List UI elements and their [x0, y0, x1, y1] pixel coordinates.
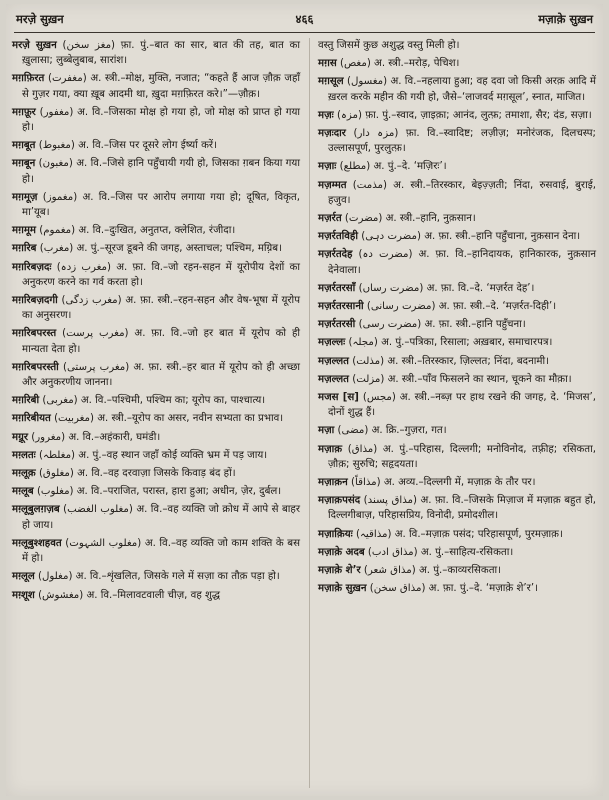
entry-headword: मग़बून — [12, 158, 36, 170]
dictionary-entry — [12, 138, 300, 153]
header-left-guide-word: मरज़े सुख़न — [16, 12, 64, 26]
dictionary-entry — [318, 38, 596, 53]
dictionary-entry — [12, 430, 300, 445]
entry-headword: मज़ाक़पसंद — [318, 495, 361, 507]
entry-definition: अ. फ़ा. वि.–जो हर बात में यूरोप को ही मान्यता देता हो। — [22, 328, 300, 355]
dictionary-entry — [318, 354, 596, 369]
entry-urdu-script: (مغرب) — [39, 243, 74, 255]
entry-urdu-script: (مزہ) — [336, 109, 362, 121]
entry-definition: अ. वि.–जिस पर दूसरे लोग ईर्ष्या करें। — [78, 140, 217, 152]
entry-headword: मज़र्रतरसाँ — [318, 282, 356, 294]
header-rule — [14, 32, 595, 33]
entry-urdu-script: (مغرب پرست) — [62, 328, 129, 340]
header-right-guide-word: मज़ाक़े सुख़न — [538, 12, 593, 26]
page-header — [16, 10, 593, 30]
right-column — [318, 38, 596, 600]
column-divider — [309, 38, 310, 788]
entry-definition: अ. वि.–वह व्यक्ति जो काम शक्ति के बस में हो। — [22, 537, 300, 565]
dictionary-entry — [12, 484, 300, 499]
entry-headword: मज़ाक़े सुख़न — [318, 583, 367, 595]
entry-headword: मज़ःदार — [318, 128, 346, 140]
dictionary-entry — [318, 299, 596, 314]
entry-definition: अ. फ़ा. वि.–दे. ‘मज़र्रत देह’। — [426, 282, 535, 294]
entry-urdu-script: (مغسول) — [346, 76, 388, 88]
entry-definition: अ. फ़ा. स्त्री.–रहन-सहन और वेष-भूषा में यूरोप का अनुसरण। — [22, 295, 300, 322]
dictionary-entry — [318, 493, 596, 523]
dictionary-entry — [12, 156, 300, 186]
dictionary-entry — [12, 105, 300, 135]
entry-definition: फ़ा. वि.–स्वादिष्ट; लज़ीज़; मनोरंजक, दिलचस्प; उल्लासपूर्ण, पुरलुत्फ़। — [328, 128, 596, 155]
entry-headword: मग़्लतः — [12, 449, 36, 461]
entry-headword: मग़रिबज़दः — [12, 261, 52, 273]
entry-definition: अ. वि.–मिलावटवाली चीज़, वह शुद्ध — [86, 589, 221, 601]
entry-urdu-script: (مغلوق) — [38, 468, 74, 480]
entry-definition: अ. पुं.–काव्यरसिकता। — [418, 565, 502, 577]
entry-definition: अ. स्त्री.–पाँव फिसलने का स्थान, चूकने का मौक़ा। — [387, 373, 572, 385]
dictionary-entry — [318, 159, 596, 174]
entry-definition: अ. वि.–जिस पर आरोप लगाया गया हो; दूषित, विकृत, मा’यूब। — [22, 191, 300, 219]
entry-headword: मज़र्रतरसी — [318, 319, 356, 331]
entry-definition: अ. वि.–पराजित, परास्त, हारा हुआ; अधीन, ज़ेर, दुर्बल। — [76, 486, 282, 498]
entry-headword: मज़म्मत — [318, 179, 347, 191]
entry-urdu-script: (مغص) — [339, 58, 371, 70]
dictionary-entry — [12, 360, 300, 390]
dictionary-entry — [12, 588, 300, 603]
entry-definition: अ. फ़ा. स्त्री.–हानि पहुँचना। — [424, 319, 526, 331]
entry-definition: अ. पुं.–सूरज डूबने की जगह, अस्ताचल; पश्चिम, मग़्रिब। — [76, 243, 282, 255]
entry-urdu-script: (مغرب زدگی) — [61, 295, 122, 307]
entry-definition: अ. पुं.–वह स्थान जहाँ कोई व्यक्ति भ्रम में पड़ जाय। — [78, 449, 268, 461]
entry-headword: मज़ल्लः — [318, 337, 346, 349]
entry-headword: मग़स — [318, 58, 337, 70]
dictionary-entry — [318, 545, 596, 560]
entry-headword: मग़्लूब — [12, 486, 34, 498]
entry-definition: अ. पुं.–परिहास, दिल्लगी; मनोविनोद, तफ़्रीह; रसिकता, ज़ौक़; सुरुचि; सहृदयता। — [328, 443, 596, 470]
entry-urdu-script: (مضرت رساں) — [358, 282, 424, 294]
entry-urdu-script: (مذاق شعر) — [363, 565, 416, 577]
entry-urdu-script: (مغرب پرستی) — [62, 361, 130, 373]
entry-urdu-script: (مغربی) — [42, 395, 78, 407]
entry-urdu-script: (مضرت رسی) — [358, 319, 422, 331]
entry-headword: मग़रिब — [12, 243, 37, 255]
entry-definition: अ. फ़ा. वि.–जो रहन-सहन में यूरोपीय देशों का अनुकरण करने का गर्व करता हो। — [22, 261, 300, 288]
entry-definition: अ. स्त्री.–यूरोप का असर, नवीन सभ्यता का प्रभाव। — [97, 413, 284, 425]
entry-definition: अ. वि.–शृंखलित, जिसके गले में सज़ा का तौक़ पड़ा हो। — [75, 571, 280, 583]
entry-definition: अ. स्त्री.–मोक्ष, मुक्ति, नजात; “कहते हैं आज ज़ौक़ जहाँ से गुज़र गया, क्या ख़ूब आदमी था, ख़ुदा मग़फ़िरत करे।”—ज़ौक़। — [22, 73, 300, 100]
entry-urdu-script: (مذاقیہ) — [355, 528, 392, 540]
dictionary-entry — [12, 536, 300, 566]
entry-headword: मग़बूत — [12, 140, 36, 152]
dictionary-entry — [318, 281, 596, 296]
entry-urdu-script: (مغلطہ) — [38, 449, 76, 461]
entry-headword: मग़रिबज़दगी — [12, 295, 58, 307]
entry-definition: अ. वि.–वह दरवाज़ा जिसके किवाड़ बंद हों। — [77, 468, 236, 480]
dictionary-page — [6, 4, 603, 796]
entry-headword: मग़फ़िरत — [12, 73, 45, 85]
entry-definition: अ. अव्य.–दिल्लगी में, मज़ाक़ के तौर पर। — [383, 477, 536, 489]
entry-urdu-script: (مغرور) — [31, 431, 66, 443]
entry-urdu-script: (مذاق پسند) — [363, 495, 417, 507]
entry-headword: मज़र्रतविही — [318, 231, 358, 243]
dictionary-entry — [318, 335, 596, 350]
entry-definition: अ. वि.–पश्चिमी, पश्चिम का; यूरोप का, पाश्चात्य। — [80, 395, 266, 407]
entry-urdu-script: (مغلول) — [38, 571, 73, 583]
entry-urdu-script: (مذمت) — [352, 179, 387, 191]
dictionary-entry — [318, 56, 596, 71]
dictionary-entry — [12, 393, 300, 408]
entry-definition: अ. फ़ा. स्त्री.–हानि पहुँचाना, नुक़सान देना। — [424, 231, 581, 243]
dictionary-entry — [12, 71, 300, 101]
entry-urdu-script: (مضرت دہی) — [361, 231, 421, 243]
dictionary-entry — [318, 229, 596, 244]
entry-definition: अ. फ़ा. वि.–हानिदायक, हानिकारक, नुक़सान देनेवाला। — [328, 249, 596, 276]
entry-headword: मग़सूल — [318, 76, 344, 88]
dictionary-entry — [12, 190, 300, 220]
entry-definition: अ. वि.–जिसे हानि पहुँचायी गयी हो, जिसका ग़बन किया गया हो। — [22, 158, 300, 185]
entry-definition: अ. वि.–जिसका मोक्ष हो गया हो, जो मोक्ष को प्राप्त हो गया हो। — [22, 106, 300, 134]
entry-urdu-script: (مغفرت) — [47, 73, 87, 85]
entry-headword: मग़मूम — [12, 225, 37, 237]
dictionary-entry — [12, 293, 300, 323]
entry-urdu-script: (مذاق) — [347, 443, 378, 455]
entry-headword: मज़ः — [318, 109, 334, 121]
dictionary-entry — [12, 466, 300, 481]
dictionary-entry — [318, 108, 596, 123]
entry-definition: अ. फ़ा. वि.–जिसके मिज़ाज में मज़ाक़ बहुत हो, दिल्लगीबाज़, परिहासप्रिय, विनोदी, प्रमोदशील। — [328, 495, 596, 522]
entry-headword: मग़्रूर — [12, 431, 29, 443]
entry-headword: मग़्शूश — [12, 589, 35, 601]
entry-urdu-script: (مغبون) — [38, 158, 73, 170]
dictionary-entry — [318, 442, 596, 472]
entry-headword: मज़ाक़े अदब — [318, 546, 365, 558]
entry-definition: अ. पुं.–दे. ‘मज़िरः’। — [373, 161, 447, 173]
entry-definition: अ. वि.–वह व्यक्ति जो क्रोध में आपे से बाहर हो जाय। — [22, 504, 300, 531]
dictionary-entry — [318, 581, 596, 596]
entry-headword: मजस [स] — [318, 392, 359, 404]
entry-definition: अ. वि.–नहलाया हुआ; वह दवा जो किसी अरक़ आदि में ख़रल करके महीन की गयी हो, जैसे–‘लाजवर्द मग़सूल’, स्नात, माजित। — [328, 76, 596, 103]
entry-headword: मज़ाक़ियः — [318, 528, 353, 540]
entry-definition: अ. स्त्री.–तिरस्कार, बेइज़्ज़ती; निंदा, रुसवाई, बुराई, हजुव। — [328, 179, 596, 206]
entry-urdu-script: (مزہ دار) — [353, 128, 399, 140]
entry-urdu-script: (مذاق سخن) — [369, 583, 426, 595]
entry-headword: मग़्लूक़ — [12, 468, 36, 480]
entry-urdu-script: (مضی) — [337, 425, 369, 437]
entry-urdu-script: (مذلت) — [352, 355, 385, 367]
entry-headword: मज़र्रतदेह — [318, 249, 353, 261]
entry-headword: मज़ाक़े शे’र — [318, 565, 361, 577]
entry-headword: मग़्लूबुश्शहवत — [12, 537, 62, 549]
entry-definition: अ. वि.–दुःखित, अनुतप्त, क्लेशित, रंजीदा। — [78, 225, 236, 237]
dictionary-entry — [318, 178, 596, 208]
entry-headword: मग़रिबीयत — [12, 413, 51, 425]
entry-definition: अ. पुं.–साहित्य-रसिकता। — [420, 546, 514, 558]
dictionary-entry — [12, 38, 300, 68]
dictionary-entry — [318, 475, 596, 490]
entry-definition: अ. स्त्री.–हानि, नुक़सान। — [385, 213, 476, 225]
entry-urdu-script: (مضرت رسانی) — [366, 301, 436, 313]
entry-headword: मरज़े सुख़न — [12, 40, 57, 51]
entry-headword: मज़ाः — [318, 161, 337, 173]
dictionary-entry — [12, 223, 300, 238]
entry-headword: मग़्लूल — [12, 571, 35, 583]
entry-headword: मज़ल्लत — [318, 355, 349, 367]
dictionary-entry — [318, 211, 596, 226]
entry-headword: मज़ाक़न — [318, 477, 348, 489]
entry-urdu-script: (مغز سخن) — [62, 40, 116, 51]
dictionary-entry — [12, 241, 300, 256]
dictionary-entry — [318, 423, 596, 438]
entry-urdu-script: (مجلہ) — [348, 337, 378, 349]
dictionary-entry — [318, 563, 596, 578]
entry-urdu-script: (مغشوش) — [38, 589, 84, 601]
entry-urdu-script: (مغلوب الغضب) — [63, 504, 133, 516]
entry-urdu-script: (مضرت) — [344, 213, 383, 225]
entry-definition: अ. फ़ा. पुं.–दे. ‘मज़ाक़े शे’र’। — [428, 583, 538, 595]
entry-headword: मग़रिबपरस्ती — [12, 361, 59, 373]
dictionary-entry — [12, 569, 300, 584]
dictionary-entry — [12, 448, 300, 463]
entry-urdu-script: (مطلع) — [339, 161, 371, 173]
entry-urdu-script: (مذاقاً) — [351, 477, 381, 489]
entry-urdu-script: (مغموز) — [42, 191, 78, 203]
page-number: ४६६ — [295, 12, 314, 26]
dictionary-entry — [12, 502, 300, 532]
entry-urdu-script: (مذاق ادب) — [367, 546, 418, 558]
entry-headword: मज़ा — [318, 425, 335, 437]
entry-definition: वस्तु जिसमें कुछ अशुद्ध वस्तु मिली हो। — [318, 40, 460, 51]
entry-definition: अ. वि.–अहंकारी, घमंडी। — [68, 431, 161, 443]
entry-headword: मग़रिबी — [12, 395, 40, 407]
entry-definition: अ. क्रि.–गुज़रा, गत। — [371, 425, 447, 437]
dictionary-entry — [318, 74, 596, 104]
entry-headword: मग़्लूबुलग़ज़ब — [12, 504, 60, 516]
entry-urdu-script: (مغربیت) — [54, 413, 94, 425]
dictionary-entry — [318, 317, 596, 332]
entry-urdu-script: (مضرت دہ) — [358, 249, 413, 261]
entry-definition: अ. स्त्री.–मरोड़, पेचिश। — [374, 58, 460, 70]
entry-urdu-script: (مغفور) — [39, 106, 74, 118]
entry-headword: मज़र्रत — [318, 213, 342, 225]
entry-headword: मग़रिबपरस्त — [12, 328, 57, 340]
dictionary-entry — [318, 247, 596, 277]
entry-definition: फ़ा. पुं.–स्वाद, ज़ाइक़ा; आनंद, लुत्फ़; तमाशा, सैर; दंड, सज़ा। — [365, 109, 592, 121]
dictionary-entry — [318, 527, 596, 542]
entry-headword: मज़ल्लत — [318, 373, 349, 385]
dictionary-entry — [318, 390, 596, 420]
entry-definition: अ. पुं.–पत्रिका, रिसाला; अख़बार, समाचारपत्र। — [381, 337, 553, 349]
entry-urdu-script: (مغبوط) — [38, 140, 75, 152]
entry-urdu-script: (مغموم) — [39, 225, 76, 237]
dictionary-entry — [12, 326, 300, 356]
entry-headword: मग़मूज़ — [12, 191, 38, 203]
entry-urdu-script: (مجس) — [362, 392, 396, 404]
entry-urdu-script: (مغلوب الشہوت) — [65, 537, 142, 549]
entry-definition: अ. स्त्री.–तिरस्कार, ज़िल्लत; निंदा, बदनामी। — [387, 355, 549, 367]
dictionary-entry — [318, 126, 596, 156]
entry-definition: अ. फ़ा. स्त्री.–दे. ‘मज़र्रत-दिही’। — [438, 301, 557, 313]
entry-definition: अ. स्त्री.–नब्ज़ पर हाथ रखने की जगह, दे. ‘मिजस’, दोनों शुद्ध हैं। — [328, 392, 596, 419]
entry-urdu-script: (مغلوب) — [36, 486, 74, 498]
entry-headword: मज़ाक़ — [318, 443, 343, 455]
dictionary-entry — [318, 372, 596, 387]
left-column — [12, 38, 300, 606]
entry-definition: अ. वि.–मज़ाक़ पसंद; परिहासपूर्ण, पुरमज़ाक़। — [394, 528, 563, 540]
entry-headword: मज़र्रतरसानी — [318, 301, 364, 313]
dictionary-entry — [12, 411, 300, 426]
entry-urdu-script: (مزلت) — [352, 373, 385, 385]
entry-definition: अ. फ़ा. स्त्री.–हर बात में यूरोप को ही अच्छा और अनुकरणीय जानना। — [22, 361, 300, 389]
dictionary-entry — [12, 260, 300, 290]
entry-urdu-script: (مغرب زدہ) — [56, 261, 111, 273]
entry-headword: मग़फ़ूर — [12, 106, 36, 118]
entry-definition: फ़ा. पुं.–बात का सार, बात की तह, बात का ख़ुलासा; लुब्बेलुबाब, सारांश। — [22, 40, 300, 67]
